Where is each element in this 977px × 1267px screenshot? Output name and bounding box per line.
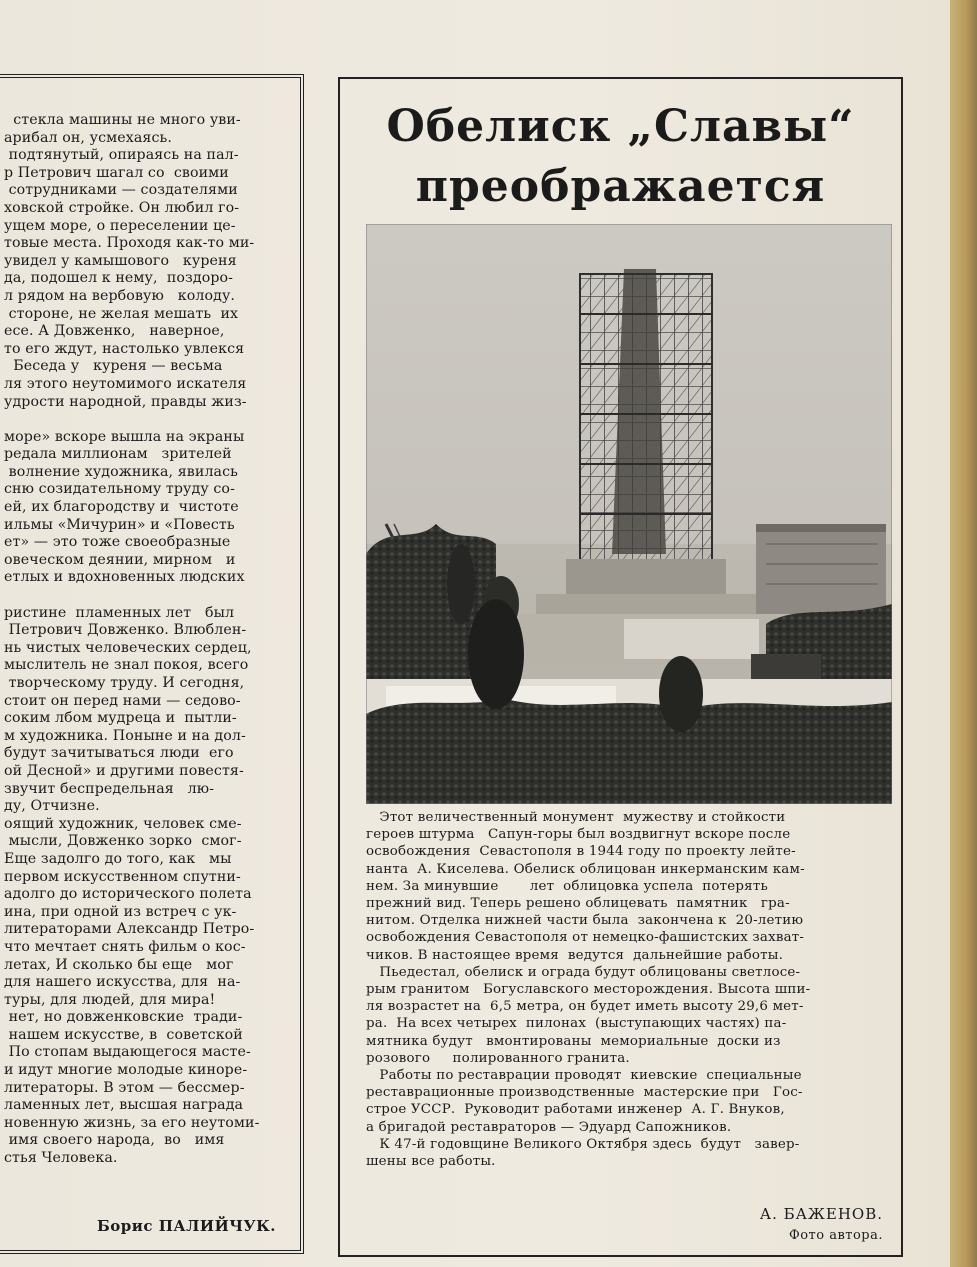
- left-column-text-line: нет, но довженковские тради-: [4, 1009, 243, 1026]
- left-column-text-line: будут зачитываться люди его: [4, 745, 234, 762]
- caption-text-line: а бригадой реставраторов — Эдуард Сапожников.: [366, 1119, 732, 1135]
- caption-text-line: рым гранитом Богуславского месторождения. Высота шпи-: [366, 982, 811, 998]
- caption-text-line: ля возрастет на 6,5 метра, он будет иметь высоту 29,6 мет-: [366, 999, 804, 1015]
- left-column-text-line: редала миллионам зрителей: [4, 446, 232, 463]
- caption-text-line: К 47-й годовщине Великого Октября здесь будут завер-: [366, 1136, 800, 1152]
- article-headline: [340, 97, 901, 217]
- caption-text-line: прежний вид. Теперь решено облицевать памятник гра-: [366, 896, 790, 912]
- left-column-text-line: ристине пламенных лет был: [4, 604, 235, 621]
- headline-line-1: Обелиск „Славы“: [386, 101, 855, 152]
- left-column-text-line: [4, 411, 294, 429]
- left-column-text-line: то его ждут, настолько увлекся: [4, 340, 245, 357]
- left-column-text-line: стекла машины не много уви-: [4, 112, 241, 128]
- left-column-text-line: увидел у камышового куреня: [4, 252, 237, 269]
- obelisk-scaffolding-image: [366, 224, 892, 804]
- caption-text-line: освобождения Севастополя в 1944 году по проекту лейте-: [366, 844, 796, 860]
- caption-text-line: Этот величественный монумент мужеству и стойкости: [366, 810, 786, 825]
- left-column-text-line: стоит он перед нами — седово-: [4, 692, 241, 709]
- left-column-text-line: оящий художник, человек сме-: [4, 815, 242, 832]
- left-column-text-line: л рядом на вербовую колоду.: [4, 287, 236, 304]
- left-column-text-line: да, подошел к нему, поздоро-: [4, 270, 234, 287]
- left-column-text-line: волнение художника, явилась: [4, 463, 238, 480]
- left-column-text-line: новенную жизнь, за его неутоми-: [4, 1114, 260, 1131]
- left-column-text-line: туры, для людей, для мира!: [4, 991, 216, 1008]
- left-column-text-line: арибал он, усмехаясь.: [4, 129, 172, 146]
- left-column-text-line: етлых и вдохновенных людских: [4, 569, 245, 586]
- left-column-text-line: мыслитель не знал покоя, всего: [4, 657, 249, 674]
- left-column-text-line: ля этого неутомимого искателя: [4, 375, 247, 392]
- left-column-text-line: ущем море, о переселении це-: [4, 217, 236, 234]
- left-column-text-line: Беседа у куреня — весьма: [4, 358, 223, 375]
- left-column-text-line: овеческом деянии, мирном и: [4, 551, 236, 568]
- left-column-text-line: ина, при одной из встреч с ук-: [4, 903, 237, 920]
- caption-text-line: нитом. Отделка нижней части была закончена к 20-летию: [366, 913, 804, 929]
- caption-text-line: розового полированного гранита.: [366, 1050, 630, 1066]
- left-column-text-line: литераторами Александр Петро-: [4, 921, 255, 938]
- left-column-text-line: удрости народной, правды жиз-: [4, 393, 247, 410]
- left-column-text-line: сотрудниками — создателями: [4, 182, 238, 199]
- left-column-text-line: ховской стройке. Он любил го-: [4, 199, 240, 216]
- left-column-text-line: нашем искусстве, в советской: [4, 1026, 243, 1043]
- left-column-text-line: первом искусственном спутни-: [4, 868, 241, 885]
- caption-text-line: Работы по реставрации проводят киевские специальные: [366, 1068, 802, 1084]
- left-column-text-line: есе. А Довженко, наверное,: [4, 323, 225, 340]
- caption-text-line: реставрационные производственные мастерские при Гос-: [366, 1085, 803, 1101]
- left-column-text-line: литераторы. В этом — бессмер-: [4, 1079, 245, 1096]
- headline-line-2: преображается: [415, 161, 826, 212]
- left-column-text: [4, 112, 294, 1168]
- caption-text-line: нанта А. Киселева. Обелиск облицован инкерманским кам-: [366, 861, 805, 877]
- left-column-text-line: ет» — это тоже своеобразные: [4, 534, 231, 551]
- left-column-text-line: Петрович Довженко. Влюблен-: [4, 622, 247, 639]
- photo-caption-text: [366, 809, 906, 1170]
- left-column-text-line: стороне, не желая мешать их: [4, 305, 239, 322]
- left-column-text-line: Еще задолго до того, как мы: [4, 850, 232, 867]
- left-column-text-line: ламенных лет, высшая награда: [4, 1097, 244, 1114]
- left-column-text-line: ей, их благородству и чистоте: [4, 499, 239, 516]
- left-column-text-line: ой Десной» и другими повестя-: [4, 762, 244, 779]
- left-column-text-line: имя своего народа, во имя: [4, 1132, 225, 1149]
- left-column-text-line: По стопам выдающегося масте-: [4, 1044, 251, 1061]
- caption-text-line: ра. На всех четырех пилонах (выступающих частях) па-: [366, 1016, 787, 1032]
- caption-text-line: героев штурма Сапун-горы был воздвигнут вскоре после: [366, 827, 791, 843]
- left-column-text-line: ду, Отчизне.: [4, 798, 100, 815]
- left-column-text-line: товые места. Проходя как-то ми-: [4, 235, 255, 252]
- article-author: А. БАЖЕНОВ.: [759, 1205, 883, 1223]
- left-column-text-line: ильмы «Мичурин» и «Повесть: [4, 516, 235, 533]
- left-column-article: [0, 74, 304, 1254]
- left-column-text-line: мысли, Довженко зорко смог-: [4, 833, 242, 850]
- left-column-text-line: творческому труду. И сегодня,: [4, 675, 245, 691]
- caption-text-line: шены все работы.: [366, 1154, 496, 1170]
- left-column-text-line: стья Человека.: [4, 1150, 118, 1167]
- left-column-text-line: летах, И сколько бы еще мог: [4, 956, 234, 973]
- left-column-text-line: и идут многие молодые киноре-: [4, 1062, 248, 1079]
- left-column-text-line: [4, 587, 294, 605]
- left-column-text-line: соким лбом мудреца и пытли-: [4, 710, 237, 727]
- caption-text-line: чиков. В настоящее время ведутся дальнейшие работы.: [366, 947, 784, 963]
- caption-text-line: освобождения Севастополя от немецко-фашистских захват-: [366, 930, 805, 946]
- left-column-text-line: подтянутый, опираясь на пал-: [4, 147, 239, 164]
- left-column-text-line: сню созидательному труду со-: [4, 481, 235, 498]
- caption-text-line: Пьедестал, обелиск и ограда будут облицованы светлосе-: [366, 964, 801, 980]
- left-column-text-line: адолго до исторического полета: [4, 886, 252, 903]
- left-column-signature: Борис ПАЛИЙЧУК.: [96, 1217, 276, 1235]
- caption-text-line: нем. За минувшие лет облицовка успела потерять: [366, 878, 768, 894]
- left-column-text-line: нь чистых человеческих сердец,: [4, 639, 252, 656]
- left-column-text-line: что мечтает снять фильм о кос-: [4, 938, 246, 955]
- left-column-text-line: для нашего искусства, для на-: [4, 974, 241, 991]
- photo-credit: Фото автора.: [788, 1228, 883, 1243]
- page-binding: [950, 0, 977, 1267]
- caption-text-line: строе УССР. Руководит работами инженер А. Г. Внуков,: [366, 1102, 785, 1118]
- obelisk-article: [338, 77, 903, 1257]
- obelisk-photo: [366, 224, 892, 804]
- left-column-text-line: р Петрович шагал со своими: [4, 164, 229, 181]
- left-column-text-line: м художника. Поныне и на дол-: [4, 727, 246, 744]
- left-column-text-line: звучит беспредельная лю-: [4, 780, 215, 797]
- caption-text-line: мятника будут вмонтированы мемориальные доски из: [366, 1033, 781, 1049]
- left-column-text-line: море» вскоре вышла на экраны: [4, 428, 245, 445]
